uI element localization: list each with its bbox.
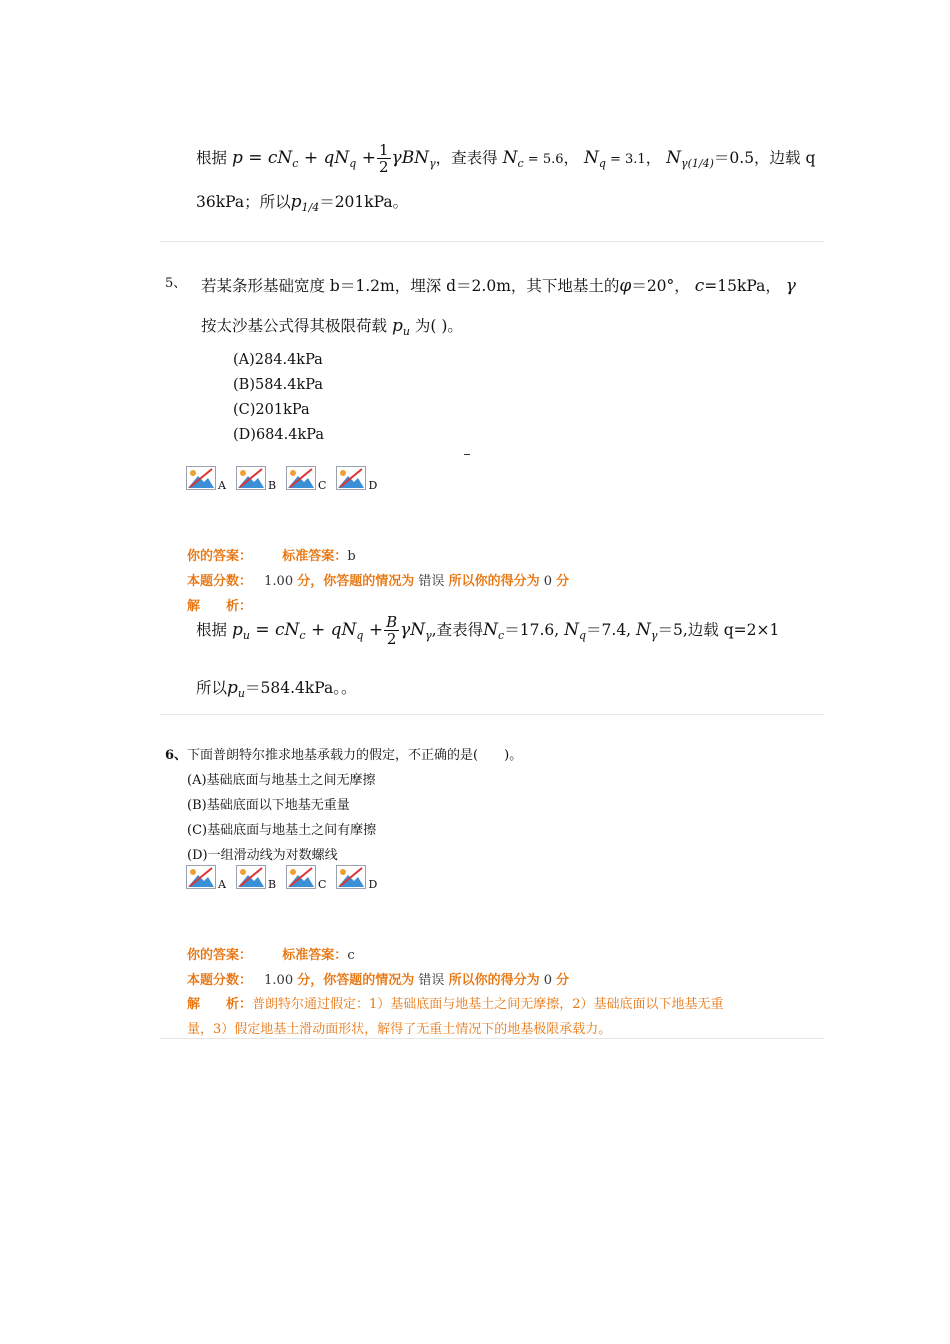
score-label: 本题分数：	[187, 973, 253, 988]
q5-choice-a[interactable]	[186, 466, 226, 490]
q4-lookup-text: ，查表得	[435, 149, 498, 167]
separator	[160, 714, 824, 715]
q6-choice-d[interactable]	[336, 865, 377, 889]
choice-label: B	[267, 479, 277, 492]
q5-sol-ng: ＝5,边载 q=2×1	[657, 621, 780, 639]
q6-option-c: (C)基础底面与地基土之间有摩擦	[187, 823, 377, 838]
q6-option-a: (A)基础底面与地基土之间无摩擦	[187, 773, 376, 788]
q5-option-a: (A)284.4kPa	[233, 352, 323, 368]
broken-image-icon	[336, 466, 366, 490]
q5-stem-text: 若某条形基础宽度 b＝1.2m，埋深 d＝2.0m，其下地基土的	[201, 277, 620, 295]
your-score: 0	[543, 973, 552, 988]
q4-line2-end: ＝201kPa。	[319, 193, 409, 211]
q4-solution-line2: 36kPa；所以$p_{1/4}=201kPa$。	[196, 192, 409, 214]
broken-image-icon	[336, 865, 366, 889]
your-answer-label: 你的答案：	[187, 549, 253, 564]
your-score: 0	[543, 574, 552, 589]
q5-sol-nq: ＝7.4,	[586, 621, 632, 639]
q6-stem	[165, 744, 522, 763]
std-answer: b	[347, 549, 356, 564]
std-answer: c	[347, 948, 355, 963]
choice-label: C	[318, 479, 327, 492]
q6-choices	[186, 865, 387, 889]
q6-choice-b[interactable]	[236, 865, 276, 889]
q5-choice-d[interactable]	[336, 466, 377, 490]
choice-label: B	[267, 878, 277, 891]
q6-score-row	[187, 969, 569, 988]
q5-solution-line2: 所以$p_u=584.4kPa$。。	[196, 678, 357, 700]
q5-choices	[186, 466, 387, 490]
q5-stem-line1: 若某条形基础宽度 b＝1.2m，埋深 d＝2.0m，其下地基土的φ＝20°， c=15kPa， γ	[201, 276, 796, 296]
score-unit: 分，你答题的情况为	[297, 574, 415, 589]
broken-image-icon	[286, 865, 316, 889]
q5-number: 5、	[165, 276, 187, 291]
q4-solution-line1: 根据 $p = cN_c + qN_q$ + $\frac{1}{2}$ γBN$_\gamma$，查表得 $N_c = 5.6$， $N_q = 3.1$， $N_{\gamma(1/4)}=0.5$，边载 q	[196, 141, 816, 176]
status: 错误	[418, 973, 445, 988]
q6-analysis-text1: 普朗特尔通过假定：1）基础底面与地基土之间无摩擦，2）基础底面以下地基无重	[252, 997, 724, 1012]
score: 1.00	[264, 973, 294, 988]
q5-sol-nc: ＝17.6,	[504, 621, 560, 639]
q4-formula: $p = cN_c + qN_q$ + $\frac{1}{2}$ γBN$_\gamma$	[231, 141, 436, 176]
q6-option-d: (D)一组滑动线为对数螺线	[187, 848, 338, 863]
q5-option-b: (B)584.4kPa	[233, 377, 324, 393]
analysis-label: 解 析：	[187, 599, 253, 614]
q5-analysis-label	[187, 595, 252, 614]
choice-label: A	[218, 479, 226, 492]
q5-sol-prefix: 根据	[196, 621, 228, 639]
q4-line2-text: 36kPa；所以	[196, 193, 291, 211]
stray-dash	[464, 454, 470, 455]
q5-c: =15kPa，	[704, 277, 781, 295]
q6-answer-row	[187, 944, 355, 963]
your-score-label: 所以你的得分为	[448, 574, 540, 589]
q5-option-d: (D)684.4kPa	[233, 427, 324, 443]
score-unit: 分，你答题的情况为	[297, 973, 415, 988]
q6-analysis-line1	[187, 993, 724, 1012]
broken-image-icon	[236, 466, 266, 490]
std-answer-label: 标准答案：	[282, 948, 348, 963]
q5-sol-line2-end: ＝584.4kPa。。	[245, 679, 357, 697]
broken-image-icon	[186, 466, 216, 490]
choice-label: D	[368, 878, 378, 891]
q5-stem-line2: 按太沙基公式得其极限荷载 $p_u$ 为( )。	[201, 316, 463, 338]
q4-nc: 5.6	[542, 152, 564, 167]
q6-option-b: (B)基础底面以下地基无重量	[187, 798, 350, 813]
q4-prefix: 根据	[196, 149, 228, 167]
separator	[160, 241, 824, 242]
q4-nq: 3.1	[625, 152, 646, 167]
broken-image-icon	[236, 865, 266, 889]
q5-formula: $p_u = cN_c + qN_q$ + $\frac{B}{2}$ $\gamma N_\gamma$	[231, 613, 432, 648]
q6-number: 6、	[165, 748, 188, 763]
q5-phi: ＝20°，	[631, 277, 690, 295]
q5-sol-text: ,查表得	[431, 621, 484, 639]
separator	[160, 1038, 824, 1039]
q5-choice-b[interactable]	[236, 466, 276, 490]
your-score-unit: 分	[556, 574, 570, 589]
analysis-label: 解 析：	[187, 997, 253, 1012]
q5-stem-line2-end: 为( )。	[414, 317, 463, 335]
your-score-label: 所以你的得分为	[448, 973, 540, 988]
q5-sol-line2: 所以	[196, 679, 228, 697]
choice-label: C	[318, 878, 327, 891]
q5-choice-c[interactable]	[286, 466, 326, 490]
your-score-unit: 分	[556, 973, 570, 988]
std-answer-label: 标准答案：	[282, 549, 348, 564]
q5-solution-line1: 根据 $p_u = cN_c + qN_q$ + $\frac{B}{2}$ $\gamma N_\gamma$,查表得$N_c=17.6$, $N_q=7.4$, $N_\gamma=5$,边载 q=2×1	[196, 613, 780, 648]
broken-image-icon	[186, 865, 216, 889]
status: 错误	[418, 574, 445, 589]
score: 1.00	[264, 574, 294, 589]
q5-stem-line2-text: 按太沙基公式得其极限荷载	[201, 317, 388, 335]
q6-analysis-line2: 量，3）假定地基土滑动面形状，解得了无重土情况下的地基极限承载力。	[187, 1022, 612, 1037]
broken-image-icon	[286, 466, 316, 490]
your-answer-label: 你的答案：	[187, 948, 253, 963]
choice-label: D	[368, 479, 378, 492]
q6-choice-a[interactable]	[186, 865, 226, 889]
choice-label: A	[218, 878, 226, 891]
score-label: 本题分数：	[187, 574, 253, 589]
q5-answer-row	[187, 545, 356, 564]
q6-choice-c[interactable]	[286, 865, 326, 889]
q6-stem-text: 下面普朗特尔推求地基承载力的假定，不正确的是( )。	[187, 748, 523, 763]
q5-score-row	[187, 570, 569, 589]
q4-ng: ＝0.5，边载 q	[713, 149, 816, 167]
q5-option-c: (C)201kPa	[233, 402, 310, 418]
